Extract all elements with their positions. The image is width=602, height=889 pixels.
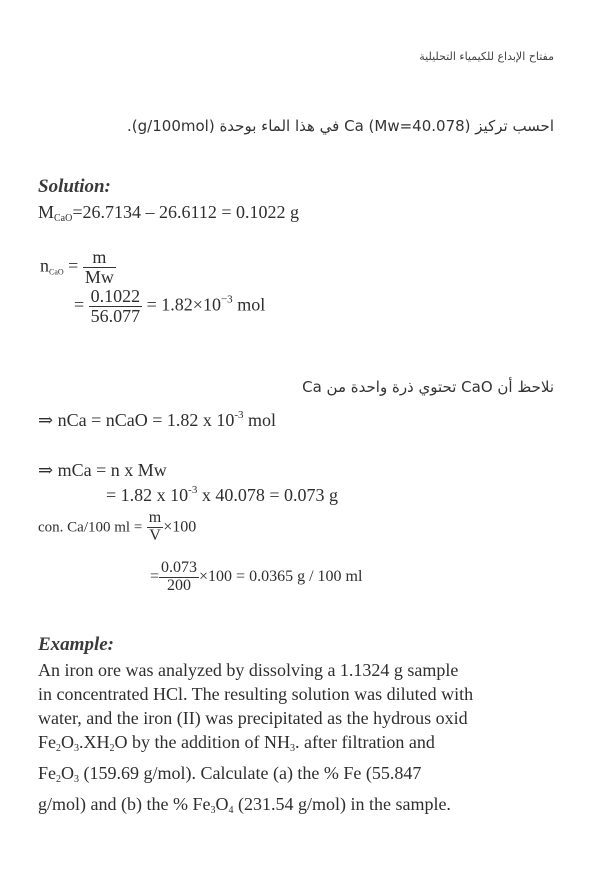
moles-unit: mol [237,294,266,315]
page-header: مفتاح الإبداع للكيمياء التحليلية [419,50,554,63]
mv-numerator: m [148,509,162,526]
m-over-v-fraction [147,510,163,545]
line4-text-b: . after filtration and [294,732,435,752]
mass-over-mw-fraction [83,248,116,287]
mass-expression: =26.7134 – 26.6112 = 0.1022 g [72,202,299,222]
sub-2b: 2 [109,743,115,754]
moles-result-exponent: −3 [220,293,233,306]
sub-4: 4 [228,805,234,816]
conc-numerator: 0.073 [161,559,198,576]
n-symbol: n [40,255,49,276]
sub-2c: 2 [56,774,61,785]
equals-sign-3: = [150,567,160,585]
mca-result: x 40.078 = 0.073 g [201,485,338,505]
sub-3b: 3 [289,743,295,754]
times-hundred: ×100 [163,518,197,536]
equals-sign-2: = [74,294,85,315]
nca-expression: ⇒ nCa = nCaO = 1.82 x 10 [38,410,235,430]
moles-fraction-denominator: 56.077 [90,305,141,326]
equals-sign: = [68,255,79,276]
mca-line-2 [106,484,338,506]
mca-expression: = 1.82 x 10 [106,485,189,505]
moles-calc-line [74,287,265,326]
moles-result: = 1.82×10 [146,294,221,315]
mv-denominator: V [149,526,161,544]
sub-3: 3 [74,743,79,754]
conc-denominator: 200 [167,576,192,594]
concentration-label: con. Ca/100 ml = [38,519,143,536]
moles-fraction-numerator: 0.1022 [90,286,141,306]
final-result: ×100 = 0.0365 g / 100 ml [199,567,363,585]
line4-text-a: O by the addition of NH [114,732,290,752]
line5-text: (159.69 g/mol). Calculate (a) the % Fe (55.847 [79,763,422,783]
line6-tail: (231.54 g/mol) in the sample. [233,794,451,814]
conc-fraction [159,560,199,595]
mca-exponent: -3 [188,484,198,496]
n-subscript: CaO [49,267,64,277]
moles-fraction [89,287,143,326]
solution-heading: Solution: [38,176,111,197]
example-line-6 [38,792,550,823]
arabic-note: نلاحظ أن CaO تحتوي ذرة واحدة من Ca [302,378,554,396]
question-text: احسب تركيز Ca (Mw=40.078) في هذا الماء بوحدة (g/100mol). [127,117,554,135]
xh-text: .XH [79,732,110,752]
o-text: O [61,732,74,752]
fraction-numerator: m [83,248,116,268]
sub-2: 2 [56,743,61,754]
o-text-b: O [61,763,74,783]
mass-cao-line [38,202,299,224]
nca-exponent: -3 [234,409,244,421]
mca-line-1: ⇒ mCa = n x Mw [38,460,167,480]
line6-head: g/mol) and (b) the % Fe [38,794,211,814]
sub-3d: 3 [210,805,216,816]
nca-line [38,409,276,431]
cao-subscript: CaO [54,213,73,224]
sub-3c: 3 [74,774,79,785]
example-heading: Example: [38,634,114,655]
example-line-2: in concentrated HCl. The resulting solution was diluted with [38,684,474,704]
example-line-1: An iron ore was analyzed by dissolving a 1.1324 g sample [38,660,459,680]
moles-formula-line [40,248,116,287]
fe-text-b: Fe [38,763,56,783]
m-symbol: M [38,202,55,222]
concentration-calc-line [150,560,362,595]
o-text-c: O [215,794,229,814]
example-line-3: water, and the iron (II) was precipitated as the hydrous oxid [38,708,468,728]
fraction-denominator: Mw [84,266,114,287]
concentration-formula-line [38,510,196,545]
example-paragraph [38,658,550,823]
nca-unit: mol [248,410,277,430]
example-line-4 [38,730,550,761]
example-line-5 [38,761,550,792]
fe-text: Fe [38,732,56,752]
